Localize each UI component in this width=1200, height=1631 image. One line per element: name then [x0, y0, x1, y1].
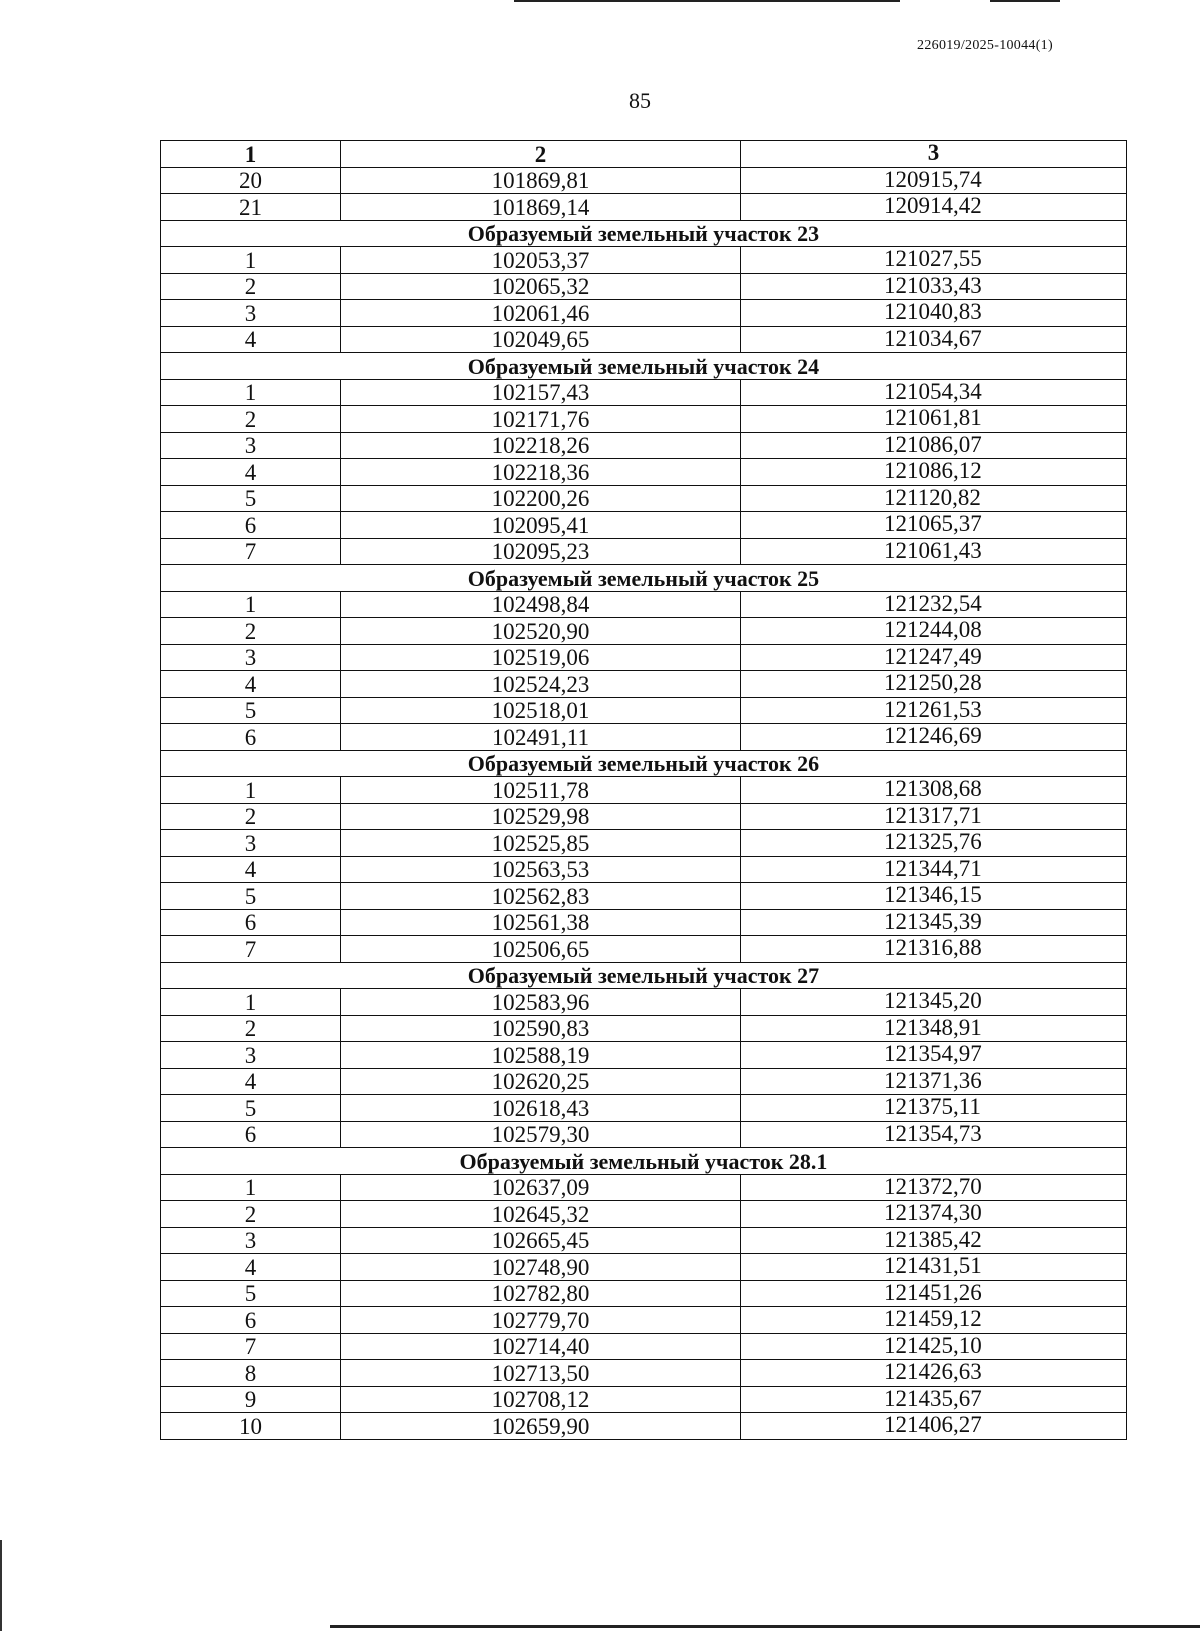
table-row [161, 803, 1127, 830]
table-row [161, 1042, 1127, 1069]
y-coordinate-cell: 121033,43 [741, 273, 1127, 300]
y-coordinate-cell: 121065,37 [741, 512, 1127, 539]
x-coordinate-cell: 102562,83 [341, 883, 741, 910]
y-coordinate-cell: 121086,07 [741, 432, 1127, 459]
x-coordinate-cell: 102218,26 [341, 432, 741, 459]
table-row [161, 194, 1127, 221]
y-coordinate-cell: 121459,12 [741, 1307, 1127, 1334]
point-number-cell: 7 [161, 538, 341, 565]
y-coordinate-cell: 121374,30 [741, 1201, 1127, 1228]
x-coordinate-cell: 102053,37 [341, 247, 741, 274]
table-row [161, 1201, 1127, 1228]
coordinates-table-body [161, 141, 1127, 1440]
point-number-cell: 3 [161, 1227, 341, 1254]
y-coordinate-cell: 120914,42 [741, 194, 1127, 221]
y-coordinate-cell: 121345,20 [741, 989, 1127, 1016]
x-coordinate-cell: 102583,96 [341, 989, 741, 1016]
x-coordinate-cell: 102637,09 [341, 1174, 741, 1201]
y-coordinate-cell: 121308,68 [741, 777, 1127, 804]
section-heading-row [161, 962, 1127, 989]
x-coordinate-cell: 101869,14 [341, 194, 741, 221]
y-coordinate-cell: 121426,63 [741, 1360, 1127, 1387]
point-number-cell: 1 [161, 247, 341, 274]
coordinates-table [160, 140, 1127, 1440]
y-coordinate-cell: 121027,55 [741, 247, 1127, 274]
point-number-cell: 4 [161, 856, 341, 883]
x-coordinate-cell: 102708,12 [341, 1386, 741, 1413]
x-coordinate-cell: 102645,32 [341, 1201, 741, 1228]
table-row [161, 300, 1127, 327]
table-row [161, 936, 1127, 963]
table-row [161, 1121, 1127, 1148]
x-coordinate-cell: 102511,78 [341, 777, 741, 804]
point-number-cell: 5 [161, 1095, 341, 1122]
point-number-cell: 3 [161, 300, 341, 327]
table-row [161, 1413, 1127, 1440]
x-coordinate-cell: 102049,65 [341, 326, 741, 353]
x-coordinate-cell: 102171,76 [341, 406, 741, 433]
table-row [161, 326, 1127, 353]
section-heading-row [161, 1148, 1127, 1175]
point-number-cell: 7 [161, 936, 341, 963]
point-number-cell: 8 [161, 1360, 341, 1387]
point-number-cell: 2 [161, 803, 341, 830]
x-coordinate-cell: 102714,40 [341, 1333, 741, 1360]
point-number-cell: 21 [161, 194, 341, 221]
section-heading: Образуемый земельный участок 26 [161, 750, 1127, 777]
table-row [161, 1386, 1127, 1413]
point-number-cell: 6 [161, 724, 341, 751]
table-row [161, 989, 1127, 1016]
table-row [161, 273, 1127, 300]
point-number-cell: 4 [161, 1254, 341, 1281]
y-coordinate-cell: 121244,08 [741, 618, 1127, 645]
scan-left-edge [0, 1540, 2, 1631]
section-heading-row [161, 353, 1127, 380]
y-coordinate-cell: 121040,83 [741, 300, 1127, 327]
section-heading: Образуемый земельный участок 23 [161, 220, 1127, 247]
y-coordinate-cell: 121325,76 [741, 830, 1127, 857]
y-coordinate-cell: 121451,26 [741, 1280, 1127, 1307]
point-number-cell: 5 [161, 485, 341, 512]
table-row [161, 432, 1127, 459]
point-number-cell: 6 [161, 512, 341, 539]
point-number-cell: 1 [161, 777, 341, 804]
section-heading: Образуемый земельный участок 28.1 [161, 1148, 1127, 1175]
table-row [161, 856, 1127, 883]
point-number-cell: 5 [161, 883, 341, 910]
point-number-cell: 4 [161, 459, 341, 486]
table-row [161, 1174, 1127, 1201]
point-number-cell: 1 [161, 1174, 341, 1201]
y-coordinate-cell: 121316,88 [741, 936, 1127, 963]
x-coordinate-cell: 102529,98 [341, 803, 741, 830]
x-coordinate-cell: 102588,19 [341, 1042, 741, 1069]
table-header-row [161, 141, 1127, 168]
point-number-cell: 4 [161, 1068, 341, 1095]
x-coordinate-cell: 102713,50 [341, 1360, 741, 1387]
page-number: 85 [629, 88, 651, 113]
y-coordinate-cell: 121261,53 [741, 697, 1127, 724]
document-number: 226019/2025-10044(1) [917, 38, 1053, 53]
scan-top-rule [514, 0, 900, 2]
point-number-cell: 1 [161, 989, 341, 1016]
y-coordinate-cell: 121431,51 [741, 1254, 1127, 1281]
table-row [161, 538, 1127, 565]
table-row [161, 485, 1127, 512]
table-row [161, 883, 1127, 910]
point-number-cell: 5 [161, 697, 341, 724]
table-row [161, 459, 1127, 486]
x-coordinate-cell: 101869,81 [341, 167, 741, 194]
table-row [161, 1068, 1127, 1095]
table-row [161, 1307, 1127, 1334]
section-heading: Образуемый земельный участок 27 [161, 962, 1127, 989]
table-row [161, 167, 1127, 194]
scan-top-rule-right [990, 0, 1060, 2]
x-coordinate-cell: 102561,38 [341, 909, 741, 936]
y-coordinate-cell: 121246,69 [741, 724, 1127, 751]
x-coordinate-cell: 102782,80 [341, 1280, 741, 1307]
point-number-cell: 6 [161, 909, 341, 936]
table-row [161, 379, 1127, 406]
y-coordinate-cell: 121346,15 [741, 883, 1127, 910]
table-row [161, 247, 1127, 274]
x-coordinate-cell: 102779,70 [341, 1307, 741, 1334]
y-coordinate-cell: 121061,81 [741, 406, 1127, 433]
point-number-cell: 4 [161, 671, 341, 698]
column-header-1: 1 [161, 141, 341, 168]
y-coordinate-cell: 121406,27 [741, 1413, 1127, 1440]
point-number-cell: 2 [161, 618, 341, 645]
y-coordinate-cell: 121354,73 [741, 1121, 1127, 1148]
y-coordinate-cell: 121232,54 [741, 591, 1127, 618]
x-coordinate-cell: 102525,85 [341, 830, 741, 857]
point-number-cell: 1 [161, 379, 341, 406]
point-number-cell: 3 [161, 644, 341, 671]
section-heading-row [161, 220, 1127, 247]
y-coordinate-cell: 121345,39 [741, 909, 1127, 936]
point-number-cell: 1 [161, 591, 341, 618]
point-number-cell: 3 [161, 432, 341, 459]
x-coordinate-cell: 102157,43 [341, 379, 741, 406]
x-coordinate-cell: 102200,26 [341, 485, 741, 512]
table-row [161, 644, 1127, 671]
table-row [161, 1227, 1127, 1254]
y-coordinate-cell: 121372,70 [741, 1174, 1127, 1201]
point-number-cell: 3 [161, 830, 341, 857]
y-coordinate-cell: 121371,36 [741, 1068, 1127, 1095]
point-number-cell: 20 [161, 167, 341, 194]
point-number-cell: 7 [161, 1333, 341, 1360]
column-header-3: 3 [741, 141, 1127, 168]
y-coordinate-cell: 121354,97 [741, 1042, 1127, 1069]
y-coordinate-cell: 121435,67 [741, 1386, 1127, 1413]
y-coordinate-cell: 121120,82 [741, 485, 1127, 512]
y-coordinate-cell: 121054,34 [741, 379, 1127, 406]
x-coordinate-cell: 102095,41 [341, 512, 741, 539]
y-coordinate-cell: 121317,71 [741, 803, 1127, 830]
x-coordinate-cell: 102218,36 [341, 459, 741, 486]
point-number-cell: 4 [161, 326, 341, 353]
x-coordinate-cell: 102748,90 [341, 1254, 741, 1281]
table-row [161, 671, 1127, 698]
table-row [161, 1015, 1127, 1042]
x-coordinate-cell: 102618,43 [341, 1095, 741, 1122]
section-heading-row [161, 750, 1127, 777]
table-row [161, 1333, 1127, 1360]
table-row [161, 1280, 1127, 1307]
point-number-cell: 9 [161, 1386, 341, 1413]
point-number-cell: 6 [161, 1307, 341, 1334]
point-number-cell: 2 [161, 273, 341, 300]
y-coordinate-cell: 121061,43 [741, 538, 1127, 565]
x-coordinate-cell: 102065,32 [341, 273, 741, 300]
x-coordinate-cell: 102665,45 [341, 1227, 741, 1254]
point-number-cell: 2 [161, 1015, 341, 1042]
y-coordinate-cell: 121344,71 [741, 856, 1127, 883]
y-coordinate-cell: 121086,12 [741, 459, 1127, 486]
table-row [161, 1360, 1127, 1387]
y-coordinate-cell: 121348,91 [741, 1015, 1127, 1042]
table-row [161, 618, 1127, 645]
x-coordinate-cell: 102579,30 [341, 1121, 741, 1148]
table-row [161, 777, 1127, 804]
x-coordinate-cell: 102498,84 [341, 591, 741, 618]
scan-bottom-rule [330, 1625, 1200, 1628]
y-coordinate-cell: 121247,49 [741, 644, 1127, 671]
point-number-cell: 2 [161, 406, 341, 433]
y-coordinate-cell: 120915,74 [741, 167, 1127, 194]
point-number-cell: 3 [161, 1042, 341, 1069]
x-coordinate-cell: 102659,90 [341, 1413, 741, 1440]
x-coordinate-cell: 102520,90 [341, 618, 741, 645]
table-row [161, 909, 1127, 936]
section-heading: Образуемый земельный участок 24 [161, 353, 1127, 380]
x-coordinate-cell: 102620,25 [341, 1068, 741, 1095]
x-coordinate-cell: 102524,23 [341, 671, 741, 698]
table-row [161, 697, 1127, 724]
y-coordinate-cell: 121385,42 [741, 1227, 1127, 1254]
table-row [161, 406, 1127, 433]
table-row [161, 591, 1127, 618]
table-row [161, 830, 1127, 857]
x-coordinate-cell: 102506,65 [341, 936, 741, 963]
point-number-cell: 6 [161, 1121, 341, 1148]
x-coordinate-cell: 102095,23 [341, 538, 741, 565]
x-coordinate-cell: 102563,53 [341, 856, 741, 883]
table-row [161, 1095, 1127, 1122]
table-row [161, 1254, 1127, 1281]
point-number-cell: 2 [161, 1201, 341, 1228]
point-number-cell: 5 [161, 1280, 341, 1307]
y-coordinate-cell: 121375,11 [741, 1095, 1127, 1122]
x-coordinate-cell: 102590,83 [341, 1015, 741, 1042]
section-heading-row [161, 565, 1127, 592]
column-header-2: 2 [341, 141, 741, 168]
y-coordinate-cell: 121034,67 [741, 326, 1127, 353]
section-heading: Образуемый земельный участок 25 [161, 565, 1127, 592]
y-coordinate-cell: 121425,10 [741, 1333, 1127, 1360]
table-row [161, 724, 1127, 751]
point-number-cell: 10 [161, 1413, 341, 1440]
x-coordinate-cell: 102061,46 [341, 300, 741, 327]
x-coordinate-cell: 102519,06 [341, 644, 741, 671]
x-coordinate-cell: 102491,11 [341, 724, 741, 751]
y-coordinate-cell: 121250,28 [741, 671, 1127, 698]
table-row [161, 512, 1127, 539]
x-coordinate-cell: 102518,01 [341, 697, 741, 724]
